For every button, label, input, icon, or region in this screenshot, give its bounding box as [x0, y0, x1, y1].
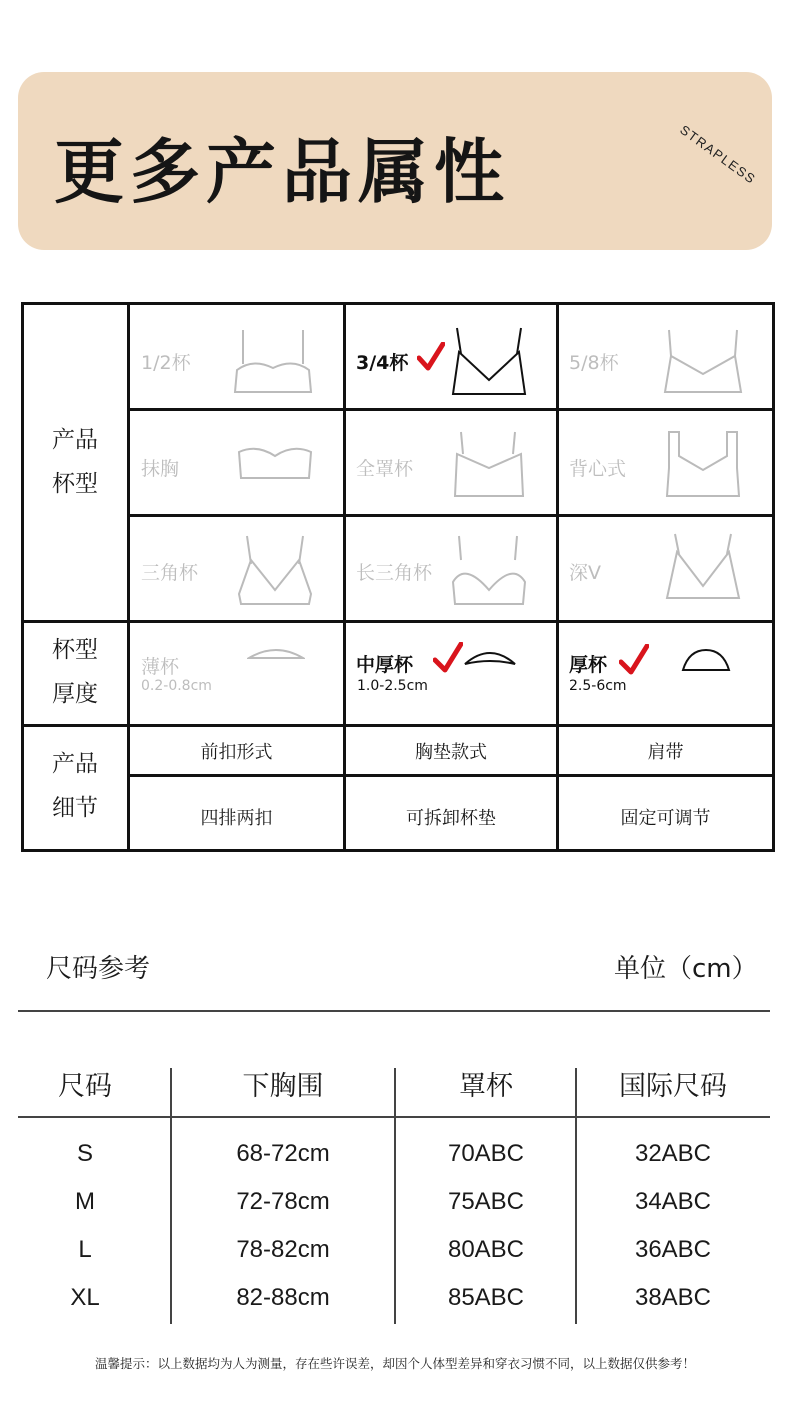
thick-pad-icon	[681, 648, 731, 674]
cup-type-full: 全罩杯	[356, 458, 414, 480]
attribute-table	[21, 302, 775, 852]
cell-cup: 85ABC	[447, 1284, 525, 1311]
thickness-medium-range: 1.0-2.5cm	[357, 678, 428, 694]
triangle-cup-icon	[233, 534, 317, 606]
header-underbust: 下胸围	[242, 1071, 324, 1102]
five-eighth-cup-icon	[661, 326, 745, 396]
detail-header-straps: 肩带	[647, 742, 684, 763]
vest-cup-icon	[661, 428, 745, 500]
detail-value-straps: 固定可调节	[620, 808, 711, 829]
header-banner	[18, 72, 772, 250]
label-line: 杯型	[52, 471, 98, 497]
label-line: 产品	[52, 751, 98, 777]
check-icon	[417, 342, 445, 372]
cell-cup: 80ABC	[447, 1236, 525, 1263]
thickness-thick: 厚杯	[569, 654, 608, 676]
deep-v-cup-icon	[661, 532, 745, 604]
measurement-note: 温馨提示：以上数据均为人为测量，存在些许误差，却因个人体型差异和穿衣习惯不同，以上数据仅供参考！	[94, 1356, 695, 1371]
thickness-medium: 中厚杯	[356, 654, 414, 676]
page-title: 更多产品属性	[54, 131, 510, 213]
label-line: 厚度	[52, 681, 98, 707]
thickness-label	[21, 628, 129, 716]
cup-type-triangle: 三角杯	[141, 562, 199, 584]
cell-size: S	[76, 1140, 93, 1167]
cell-size: M	[75, 1188, 95, 1215]
cell-intl-size: 38ABC	[634, 1284, 712, 1311]
thickness-thin: 薄杯	[141, 656, 180, 678]
cell-underbust: 78-82cm	[236, 1236, 330, 1263]
header-intl-size: 国际尺码	[619, 1071, 727, 1102]
cup-type-vest: 背心式	[569, 458, 627, 480]
cell-intl-size: 36ABC	[634, 1236, 712, 1263]
cup-type-three-quarter: 3/4杯	[356, 352, 409, 374]
check-icon	[433, 642, 463, 674]
cell-underbust: 68-72cm	[236, 1140, 330, 1167]
cell-underbust: 82-88cm	[236, 1284, 330, 1311]
cell-cup: 75ABC	[447, 1188, 525, 1215]
divider	[127, 514, 775, 517]
header-size: 尺码	[58, 1071, 112, 1102]
cup-type-label	[21, 418, 129, 506]
cell-size: L	[78, 1236, 92, 1263]
detail-header-front-clasp: 前扣形式	[200, 742, 273, 763]
divider	[127, 408, 775, 411]
detail-header-pad-style: 胸垫款式	[415, 742, 487, 763]
label-line: 产品	[52, 427, 98, 453]
divider	[127, 774, 775, 777]
detail-value-pad-style: 可拆卸杯垫	[406, 808, 496, 829]
three-quarter-cup-icon	[449, 324, 529, 396]
cell-cup: 70ABC	[447, 1140, 525, 1167]
details-label	[21, 742, 129, 830]
size-chart-unit: 单位（cm）	[614, 954, 758, 984]
divider	[556, 302, 559, 852]
label-line: 细节	[52, 795, 98, 821]
strapless-tag: STRAPLESS	[677, 122, 759, 188]
thickness-thin-range: 0.2-0.8cm	[141, 678, 212, 694]
cell-underbust: 72-78cm	[236, 1188, 330, 1215]
cup-type-long-triangle: 长三角杯	[356, 562, 433, 584]
tube-cup-icon	[235, 442, 315, 482]
medium-pad-icon	[463, 646, 517, 668]
cell-intl-size: 34ABC	[634, 1188, 712, 1215]
cup-type-tube: 抹胸	[141, 458, 180, 480]
full-cup-icon	[449, 430, 529, 500]
check-icon	[619, 644, 649, 676]
cell-size: XL	[70, 1284, 100, 1311]
long-triangle-cup-icon	[449, 534, 529, 606]
thickness-thick-range: 2.5-6cm	[569, 678, 627, 694]
divider	[21, 724, 775, 727]
header-cup: 罩杯	[459, 1071, 513, 1102]
thin-pad-icon	[247, 644, 305, 662]
half-cup-icon	[231, 326, 315, 396]
cup-type-five-eighth: 5/8杯	[569, 352, 619, 374]
label-line: 杯型	[52, 637, 98, 663]
divider	[21, 620, 775, 623]
section-divider	[18, 1010, 770, 1012]
divider	[343, 302, 346, 852]
cell-intl-size: 32ABC	[634, 1140, 712, 1167]
detail-value-front-clasp: 四排两扣	[200, 808, 273, 829]
cup-type-deep-v: 深V	[569, 562, 601, 584]
cup-type-half: 1/2杯	[141, 352, 191, 374]
size-chart-title: 尺码参考	[46, 954, 151, 984]
